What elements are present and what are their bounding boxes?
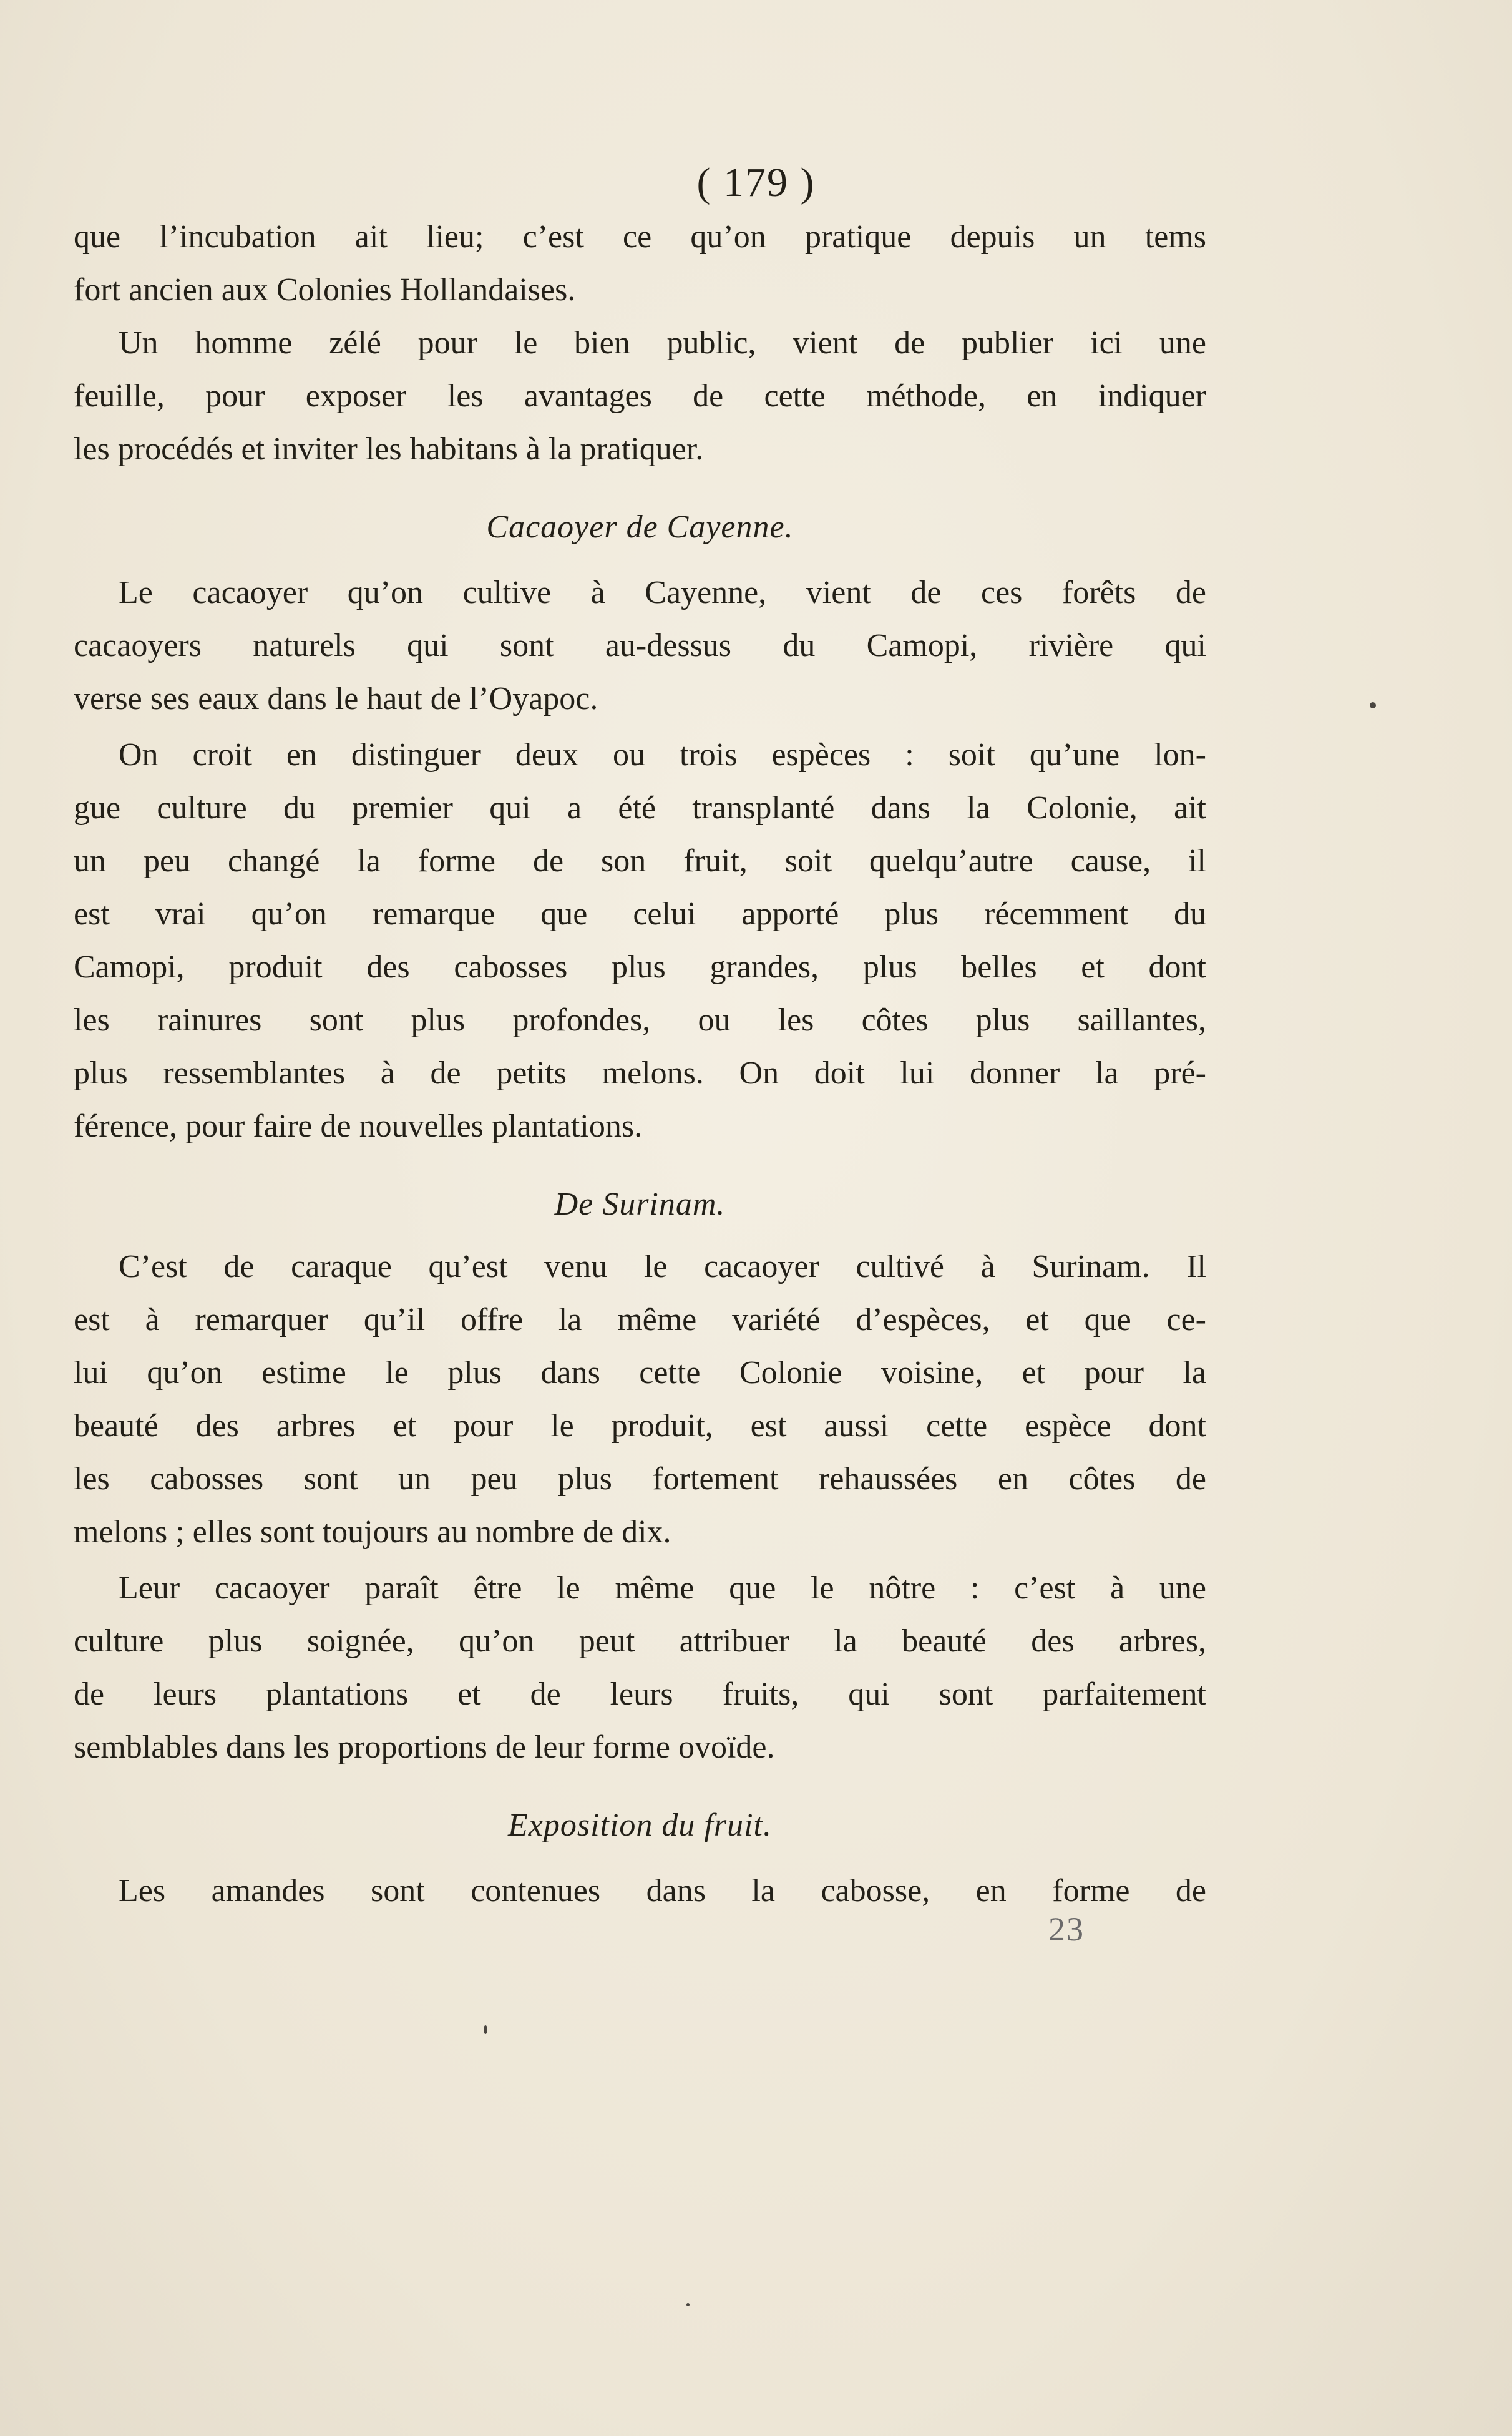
paper-speck	[1370, 702, 1376, 708]
section-heading: Cacaoyer de Cayenne.	[486, 509, 794, 545]
text-line: un peu changé la forme de son fruit, soit quelqu’autre cause, il	[74, 843, 1206, 879]
text-line: les procédés et inviter les habitans à la pratiquer.	[74, 431, 704, 467]
section-heading: De Surinam.	[554, 1186, 726, 1222]
text-line: melons ; elles sont toujours au nombre de dix.	[74, 1514, 671, 1550]
text-line: feuille, pour exposer les avantages de cette méthode, en indiquer	[74, 378, 1206, 414]
text-line: férence, pour faire de nouvelles plantations.	[74, 1108, 643, 1144]
page-number: ( 179 )	[696, 160, 816, 205]
text-line: verse ses eaux dans le haut de l’Oyapoc.	[74, 681, 598, 717]
text-line: C’est de caraque qu’est venu le cacaoyer cultivé à Surinam. Il	[119, 1249, 1206, 1284]
text-line: beauté des arbres et pour le produit, est aussi cette espèce dont	[74, 1408, 1206, 1444]
text-line: Leur cacaoyer paraît être le même que le nôtre : c’est à une	[119, 1570, 1206, 1606]
text-line: Les amandes sont contenues dans la cabosse, en forme de	[119, 1873, 1206, 1909]
text-line: semblables dans les proportions de leur forme ovoïde.	[74, 1729, 775, 1765]
text-line: les cabosses sont un peu plus fortement rehaussées en côtes de	[74, 1461, 1206, 1497]
text-line: lui qu’on estime le plus dans cette Colonie voisine, et pour la	[74, 1355, 1206, 1391]
text-line: est à remarquer qu’il offre la même variété d’espèces, et que ce-	[74, 1302, 1206, 1338]
section-heading: Exposition du fruit.	[508, 1807, 772, 1843]
text-line: est vrai qu’on remarque que celui apporté plus récemment du	[74, 896, 1206, 932]
text-line: plus ressemblantes à de petits melons. On doit lui donner la pré-	[74, 1055, 1206, 1091]
text-line: Un homme zélé pour le bien public, vient de publier ici une	[119, 325, 1206, 361]
text-line: les rainures sont plus profondes, ou les côtes plus saillantes,	[74, 1002, 1206, 1038]
paper-speck	[484, 2025, 487, 2034]
paper-speck	[686, 2303, 690, 2306]
text-line: cacaoyers naturels qui sont au-dessus du Camopi, rivière qui	[74, 628, 1206, 663]
text-line: On croit en distinguer deux ou trois espèces : soit qu’une lon-	[119, 737, 1206, 773]
signature-mark: 23	[1048, 1910, 1085, 1948]
text-line: fort ancien aux Colonies Hollandaises.	[74, 272, 576, 308]
text-line: Le cacaoyer qu’on cultive à Cayenne, vient de ces forêts de	[119, 575, 1206, 610]
text-line: gue culture du premier qui a été transplanté dans la Colonie, ait	[74, 790, 1206, 826]
text-line: Camopi, produit des cabosses plus grandes, plus belles et dont	[74, 949, 1206, 985]
text-line: que l’incubation ait lieu; c’est ce qu’on pratique depuis un tems	[74, 219, 1206, 255]
text-line: de leurs plantations et de leurs fruits, qui sont parfaitement	[74, 1676, 1206, 1712]
text-line: culture plus soignée, qu’on peut attribuer la beauté des arbres,	[74, 1623, 1206, 1659]
